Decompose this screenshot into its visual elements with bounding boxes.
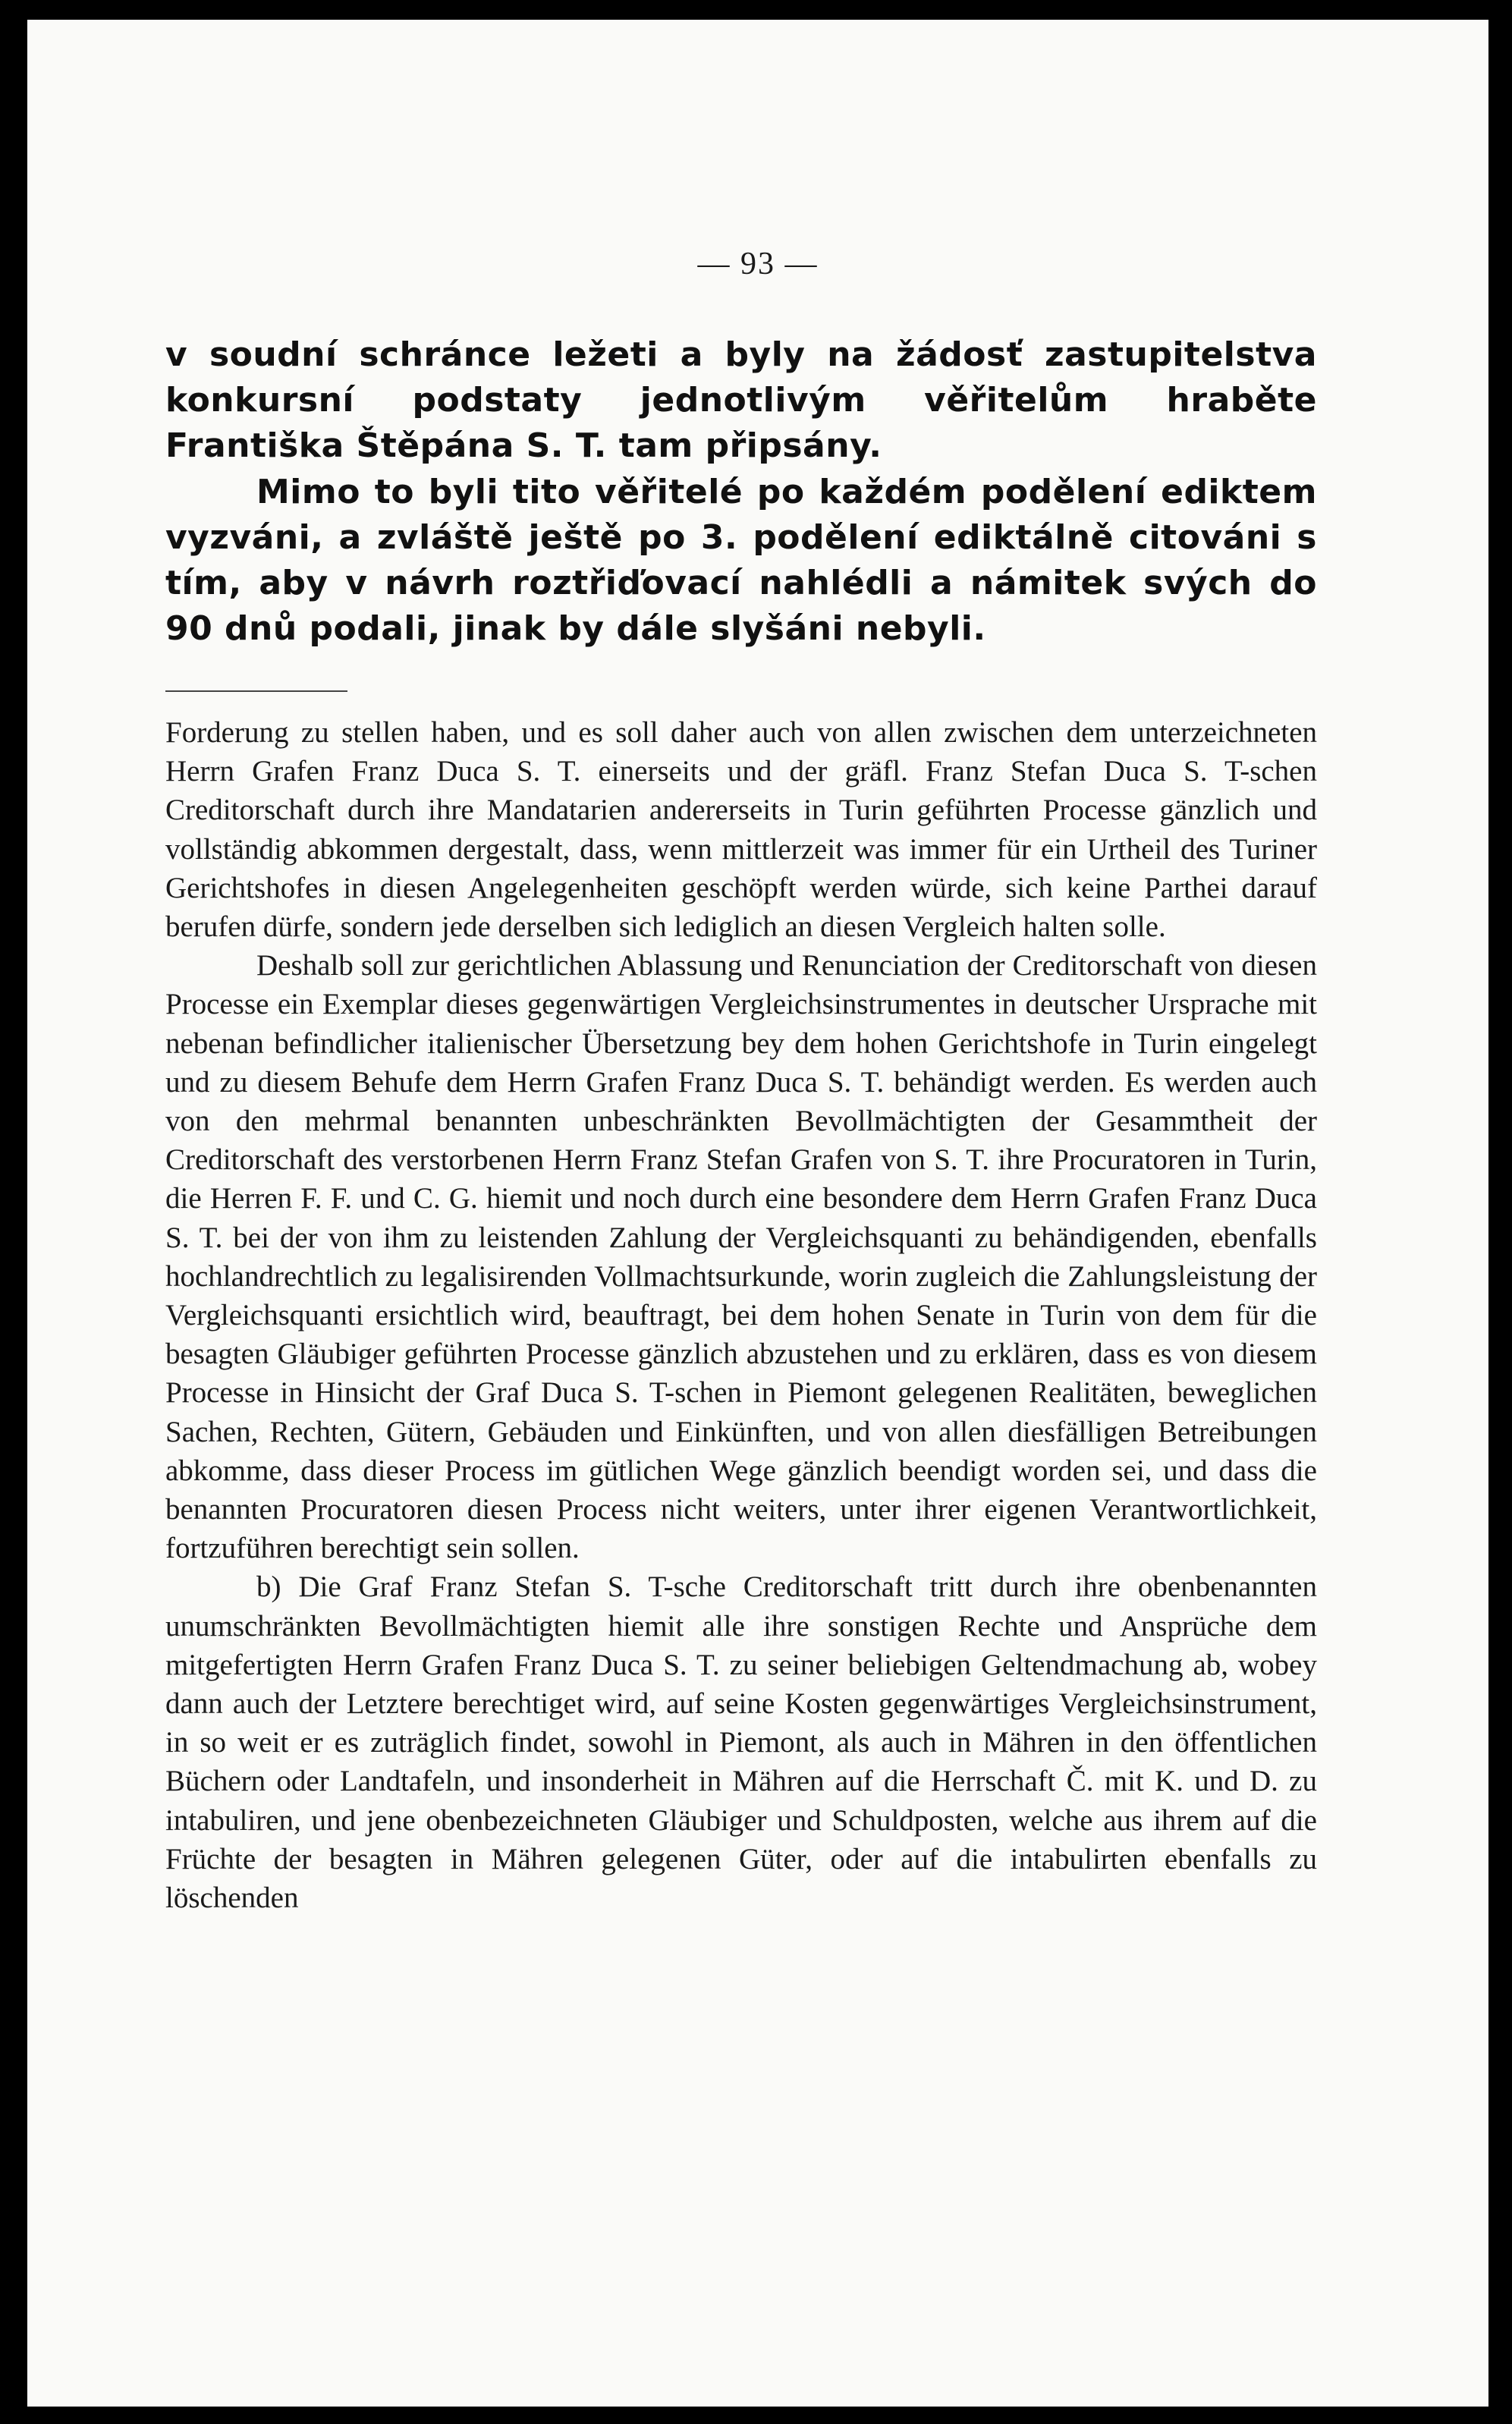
czech-text-block bbox=[165, 332, 1317, 652]
german-text-block bbox=[165, 713, 1317, 1917]
german-paragraph-3: b) Die Graf Franz Stefan S. T-sche Creditorschaft tritt durch ihre obenbenannten unumschränkten Bevollmächtigten hiemit alle ihre sonstigen Rechte und Ansprüche dem mitgefertigten Herrn Grafen Franz Duca S. T. zu seiner beliebigen Geltendmachung ab, wobey dann auch der Letztere berechtiget wird, auf seine Kosten gegenwärtiges Vergleichsinstrument, in so weit er es zuträglich findet, sowohl in Piemont, als auch in Mähren in den öffentlichen Büchern oder Landtafeln, und insonderheit in Mähren auf die Herrschaft Č. mit K. und D. zu intabuliren, und jene obenbezeichneten Gläubiger und Schuldposten, welche aus ihrem auf die Früchte der besagten in Mähren gelegenen Güter, oder auf die intabulirten ebenfalls zu löschenden bbox=[165, 1570, 1317, 1915]
page-number: — 93 — bbox=[697, 247, 819, 281]
footnote-divider bbox=[165, 690, 347, 692]
german-paragraph-2: Deshalb soll zur gerichtlichen Ablassung und Renunciation der Creditorschaft von diesen Processe ein Exemplar dieses gegenwärtigen Vergleichsinstrumentes in deutscher Ursprache mit nebenan befindlicher italienischer Übersetzung bey dem hohen Gerichtshofe in Turin eingelegt und zu diesem Behufe dem Herrn Grafen Franz Duca S. T. behändigt werden. Es werden auch von den mehrmal benannten unbeschränkten Bevollmächtigten der Gesammtheit der Creditorschaft des verstorbenen Herrn Franz Stefan Grafen von S. T. ihre Procuratoren in Turin, die Herren F. F. und C. G. hiemit und noch durch eine besondere dem Herrn Grafen Franz Duca S. T. bei der von ihm zu leistenden Zahlung der Vergleichsquanti zu behändigenden, ebenfalls hochlandrechtlich zu legalisirenden Vollmachtsurkunde, worin zugleich die Zahlungsleistung der Vergleichsquanti ersichtlich wird, beauftragt, bei dem hohen Senate in Turin von dem für die besagten Gläubiger geführten Processe gänzlich abzustehen und zu erklären, dass es von diesem Processe in Hinsicht der Graf Duca S. T-schen in Piemont gelegenen Realitäten, beweglichen Sachen, Rechten, Gütern, Gebäuden und Einkünften, und von allen diesfälligen Betreibungen abkomme, dass dieser Process im gütlichen Wege gänzlich beendigt worden sei, und dass die benannten Procuratoren diesen Process nicht weiters, unter ihrer eigenen Verantwortlichkeit, fortzuführen berechtigt sein sollen. bbox=[165, 949, 1317, 1565]
czech-paragraph-2: Mimo to byli tito věřitelé po každém podělení ediktem vyzváni, a zvláště ještě po 3. podělení ediktálně citováni s tím, aby v návrh roztřiďovací nahlédli a námitek svých do 90 dnů podali, jinak by dále slyšáni nebyli. bbox=[165, 472, 1317, 649]
czech-paragraph-1: v soudní schránce ležeti a byly na žádosť zastupitelstva konkursní podstaty jednotlivým věřitelům hraběte Františka Štěpána S. T. tam připsány. bbox=[165, 335, 1317, 466]
german-paragraph-1: Forderung zu stellen haben, und es soll daher auch von allen zwischen dem unterzeichneten Herrn Grafen Franz Duca S. T. einerseits und der gräfl. Franz Stefan Duca S. T-schen Creditorschaft durch ihre Mandatarien andererseits in Turin geführten Processe gänzlich und vollständig abkommen dergestalt, dass, wenn mittlerzeit was immer für ein Urtheil des Turiner Gerichtshofes in diesen Angelegenheiten geschöpft werden würde, sich keine Parthei darauf berufen dürfe, sondern jede derselben sich lediglich an diesen Vergleich halten solle. bbox=[165, 716, 1317, 944]
book-page bbox=[27, 20, 1488, 2407]
